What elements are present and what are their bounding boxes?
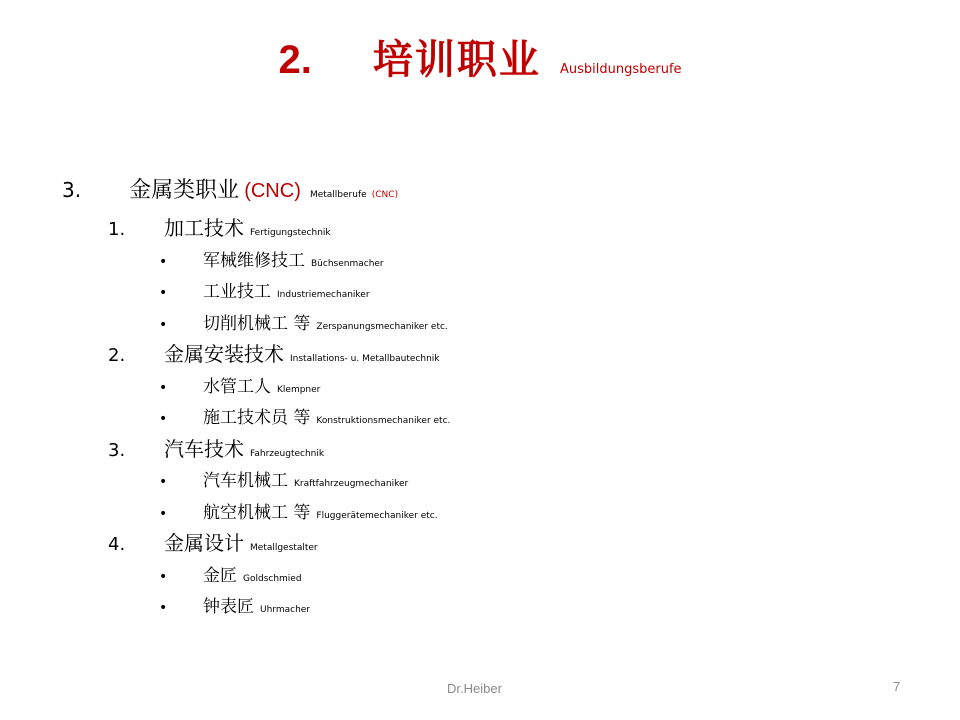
list-item bbox=[159, 498, 438, 523]
item-subtitle: Industriemechaniker bbox=[277, 290, 370, 300]
list-item bbox=[159, 246, 384, 271]
bullet-icon: • bbox=[159, 379, 168, 396]
group-heading bbox=[108, 527, 318, 556]
title-subtitle: Ausbildungsberufe bbox=[560, 62, 682, 77]
item-title: 金匠 bbox=[203, 565, 237, 586]
slide-title bbox=[0, 28, 960, 85]
list-item bbox=[159, 372, 320, 397]
group-title: 金属设计 bbox=[164, 531, 244, 555]
group-heading bbox=[108, 338, 439, 367]
item-subtitle: Goldschmied bbox=[243, 573, 302, 584]
title-number: 2. bbox=[278, 38, 312, 82]
item-subtitle: Kraftfahrzeugmechaniker bbox=[294, 479, 409, 489]
group-heading bbox=[108, 212, 331, 241]
title-main: 培训职业 bbox=[372, 37, 541, 83]
group-heading bbox=[108, 433, 324, 462]
item-title: 施工技术员 等 bbox=[203, 408, 311, 428]
item-title: 工业技工 bbox=[203, 282, 271, 302]
bullet-icon: • bbox=[159, 316, 168, 333]
bullet-icon: • bbox=[159, 474, 168, 490]
list-item bbox=[159, 403, 450, 428]
item-title: 钟表匠 bbox=[203, 597, 254, 617]
item-title: 切削机械工 等 bbox=[203, 313, 311, 334]
list-item bbox=[159, 277, 370, 302]
list-item bbox=[159, 592, 310, 617]
list-item bbox=[159, 466, 408, 491]
group-number: 1. bbox=[108, 219, 126, 240]
group-number: 3. bbox=[108, 439, 126, 461]
group-subtitle: Metallgestalter bbox=[250, 543, 318, 553]
item-subtitle: Zerspanungsmechaniker etc. bbox=[316, 321, 448, 332]
page-number: 7 bbox=[893, 679, 901, 694]
list-item bbox=[159, 561, 302, 586]
item-subtitle: Fluggerätemechaniker etc. bbox=[316, 510, 438, 521]
section-title-red: (CNC) bbox=[244, 180, 301, 202]
section-number: 3. bbox=[62, 178, 82, 202]
group-subtitle: Fahrzeugtechnik bbox=[250, 448, 325, 459]
item-subtitle: Uhrmacher bbox=[260, 605, 311, 615]
footer-author: Dr.Heiber bbox=[447, 681, 502, 696]
item-title: 水管工人 bbox=[203, 376, 271, 397]
item-subtitle: Konstruktionsmechaniker etc. bbox=[316, 416, 451, 426]
bullet-icon: • bbox=[159, 568, 168, 585]
item-subtitle: Büchsenmacher bbox=[311, 258, 384, 269]
group-number: 4. bbox=[108, 534, 126, 555]
item-title: 军械维修技工 bbox=[203, 250, 305, 271]
item-subtitle: Klempner bbox=[277, 384, 321, 395]
section-subtitle: Metallberufe bbox=[309, 190, 367, 200]
group-number: 2. bbox=[108, 345, 126, 366]
group-subtitle: Fertigungstechnik bbox=[250, 228, 331, 238]
bullet-icon: • bbox=[159, 285, 168, 301]
group-subtitle: Installations- u. Metallbautechnik bbox=[290, 354, 440, 364]
bullet-icon: • bbox=[159, 600, 168, 616]
section-subtitle-red: (CNC) bbox=[371, 190, 399, 200]
group-title: 加工技术 bbox=[164, 216, 244, 240]
section-title: 金属类职业 bbox=[129, 178, 240, 203]
group-title: 汽车技术 bbox=[164, 436, 244, 461]
group-title: 金属安装技术 bbox=[164, 342, 284, 366]
bullet-icon: • bbox=[159, 505, 168, 522]
bullet-icon: • bbox=[159, 253, 168, 270]
bullet-icon: • bbox=[159, 411, 168, 427]
item-title: 航空机械工 等 bbox=[203, 502, 311, 523]
list-item bbox=[159, 309, 448, 334]
item-title: 汽车机械工 bbox=[203, 471, 288, 491]
section-heading bbox=[62, 173, 398, 204]
